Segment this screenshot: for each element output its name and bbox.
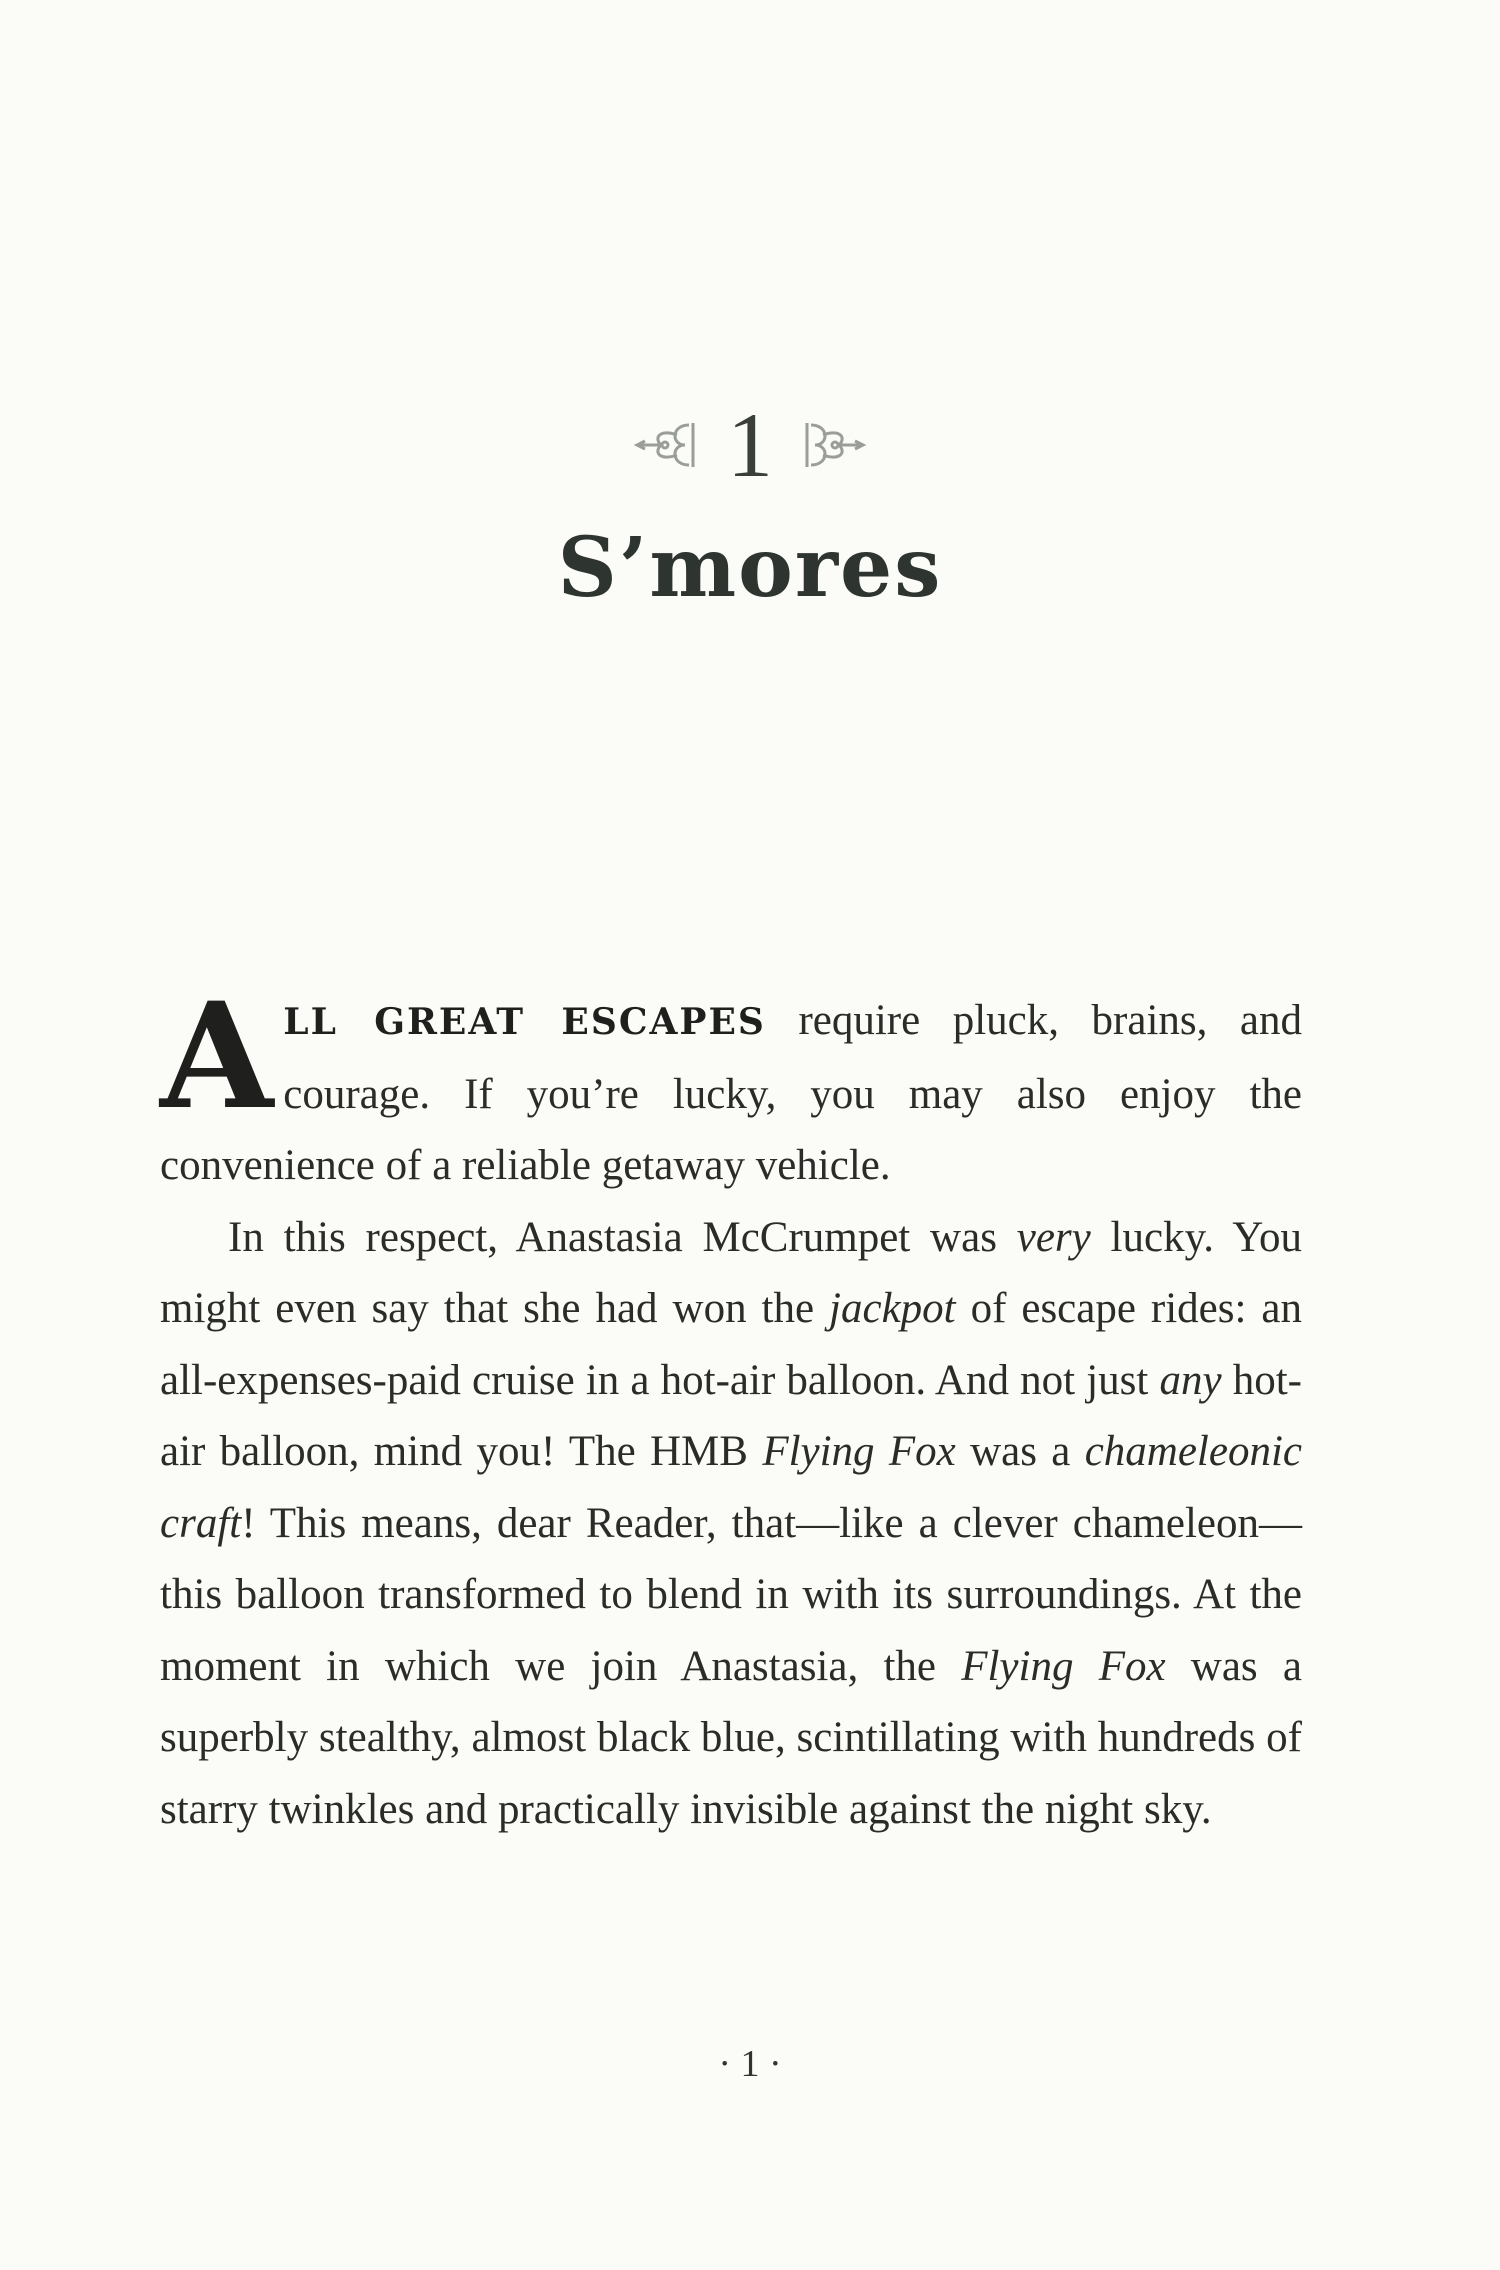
chapter-number-row: [0, 385, 1500, 505]
paragraph-1: [160, 971, 1302, 1202]
text-run: was a superbly stealthy, almost black blue, scintillating with hundreds of starry twinkles and practically invisible against the night sky.: [160, 1642, 1302, 1833]
paragraph-1-text: require pluck, brains, and courage. If you’re lucky, you may also enjoy the convenience of a reliable getaway vehicle.: [160, 997, 1302, 1189]
chapter-number: 1: [727, 394, 773, 496]
text-run: was a: [955, 1428, 1085, 1475]
page-number: · 1 ·: [718, 2043, 782, 2085]
emphasis: any: [1159, 1356, 1222, 1404]
text-run: hot-air balloon, mind you! The HMB: [160, 1356, 1302, 1475]
chapter-body: [160, 971, 1302, 1845]
paragraph-2: [160, 1202, 1302, 1846]
emphasis: Flying Fox: [961, 1642, 1166, 1690]
text-run: In this respect, Anastasia McCrumpet was: [228, 1213, 1017, 1261]
emphasis: very: [1016, 1213, 1091, 1261]
emphasis: jackpot: [829, 1285, 956, 1332]
emphasis: Flying Fox: [762, 1428, 956, 1475]
chapter-heading: [0, 385, 1500, 616]
emphasis: chameleonic craft: [160, 1428, 1302, 1547]
flourish-right-icon: [799, 415, 869, 475]
drop-cap: A: [160, 971, 274, 1142]
flourish-left-icon: [631, 415, 701, 475]
text-run: lucky. You might even say that she had won the: [160, 1213, 1302, 1332]
lead-in-small-caps: LL GREAT ESCAPES: [283, 1001, 766, 1043]
text-run: ! This means, dear Reader, that—like a clever chameleon—this balloon transformed to blend in with its surroundings. At the moment in which we join Anastasia, the: [160, 1499, 1302, 1690]
chapter-title: S’mores: [557, 520, 943, 616]
text-run: of escape rides: an all-expenses-paid cruise in a hot-air balloon. And not just: [160, 1285, 1302, 1404]
